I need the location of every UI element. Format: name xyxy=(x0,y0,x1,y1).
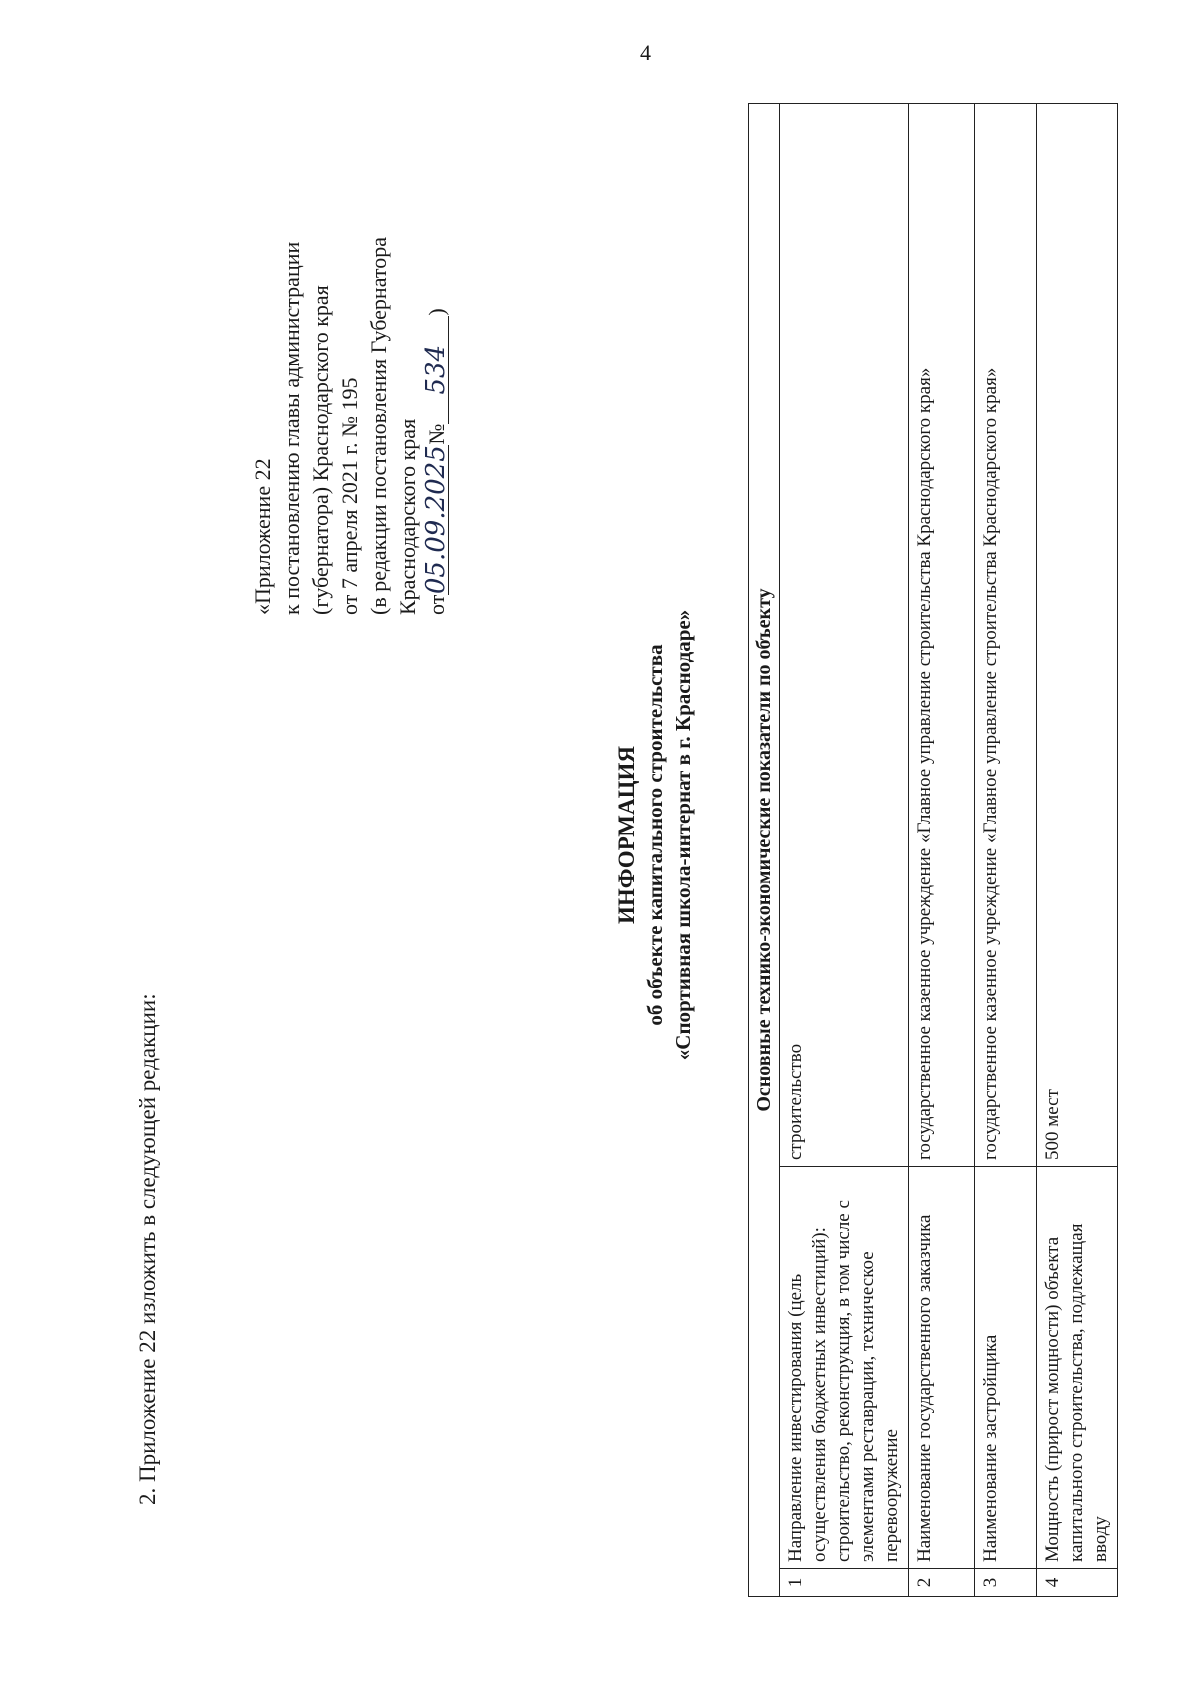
row-label: Наименование застройщика xyxy=(975,1167,1037,1569)
appendix-title: «Приложение 22 xyxy=(250,458,275,615)
rotated-page-content xyxy=(135,65,1135,1665)
row-value: строительство xyxy=(780,104,909,1167)
document-title xyxy=(613,605,697,1065)
handwritten-number: 534 xyxy=(424,316,449,424)
row-label: Наименование государственного заказчика xyxy=(909,1167,975,1569)
table-row xyxy=(909,104,975,1597)
number-label: № xyxy=(424,423,449,445)
from-label: от xyxy=(424,594,449,615)
row-number: 2 xyxy=(909,1569,975,1597)
title-object-name: «Спортивная школа-интернат в г. Краснодаре» xyxy=(671,609,695,1061)
row-label: Направление инвестирования (цель осуществления бюджетных инвестиций): строительство, реконструкция, в том числе с элементами реставрации, техническое перевооружение xyxy=(780,1167,909,1569)
row-value: 500 мест xyxy=(1037,104,1118,1167)
appendix-ref-line: к постановлению главы администрации xyxy=(279,241,304,615)
intro-paragraph: 2. Приложение 22 изложить в следующей редакции: xyxy=(135,993,160,1505)
appendix-ref-line: от 7 апреля 2021 г. № 195 xyxy=(337,377,362,615)
closing-paren: ) xyxy=(424,308,449,316)
appendix-header xyxy=(248,237,451,615)
appendix-date-line xyxy=(422,237,451,615)
table-row xyxy=(780,104,909,1597)
appendix-ref-line: (в редакции постановления Губернатора xyxy=(366,237,391,615)
table-row xyxy=(975,104,1037,1597)
row-number: 3 xyxy=(975,1569,1037,1597)
row-label: Мощность (прирост мощности) объекта капитального строительства, подлежащая вводу xyxy=(1037,1167,1118,1569)
row-value: государственное казенное учреждение «Главное управление строительства Краснодарского края» xyxy=(909,104,975,1167)
row-number: 1 xyxy=(780,1569,909,1597)
table-section-header: Основные технико-экономические показатели по объекту xyxy=(749,104,780,1597)
indicators-table xyxy=(748,103,1118,1597)
appendix-ref-line: (губернатора) Краснодарского края xyxy=(308,285,333,615)
handwritten-date: 05.09.2025 xyxy=(421,445,451,595)
title-subtitle: об объекте капитального строительства xyxy=(643,644,667,1026)
title-main: ИНФОРМАЦИЯ xyxy=(614,745,639,925)
page-number: 4 xyxy=(640,40,651,65)
row-value: государственное казенное учреждение «Главное управление строительства Краснодарского края» xyxy=(975,104,1037,1167)
row-number: 4 xyxy=(1037,1569,1118,1597)
table-row xyxy=(1037,104,1118,1597)
appendix-ref-line: Краснодарского края xyxy=(395,418,420,615)
